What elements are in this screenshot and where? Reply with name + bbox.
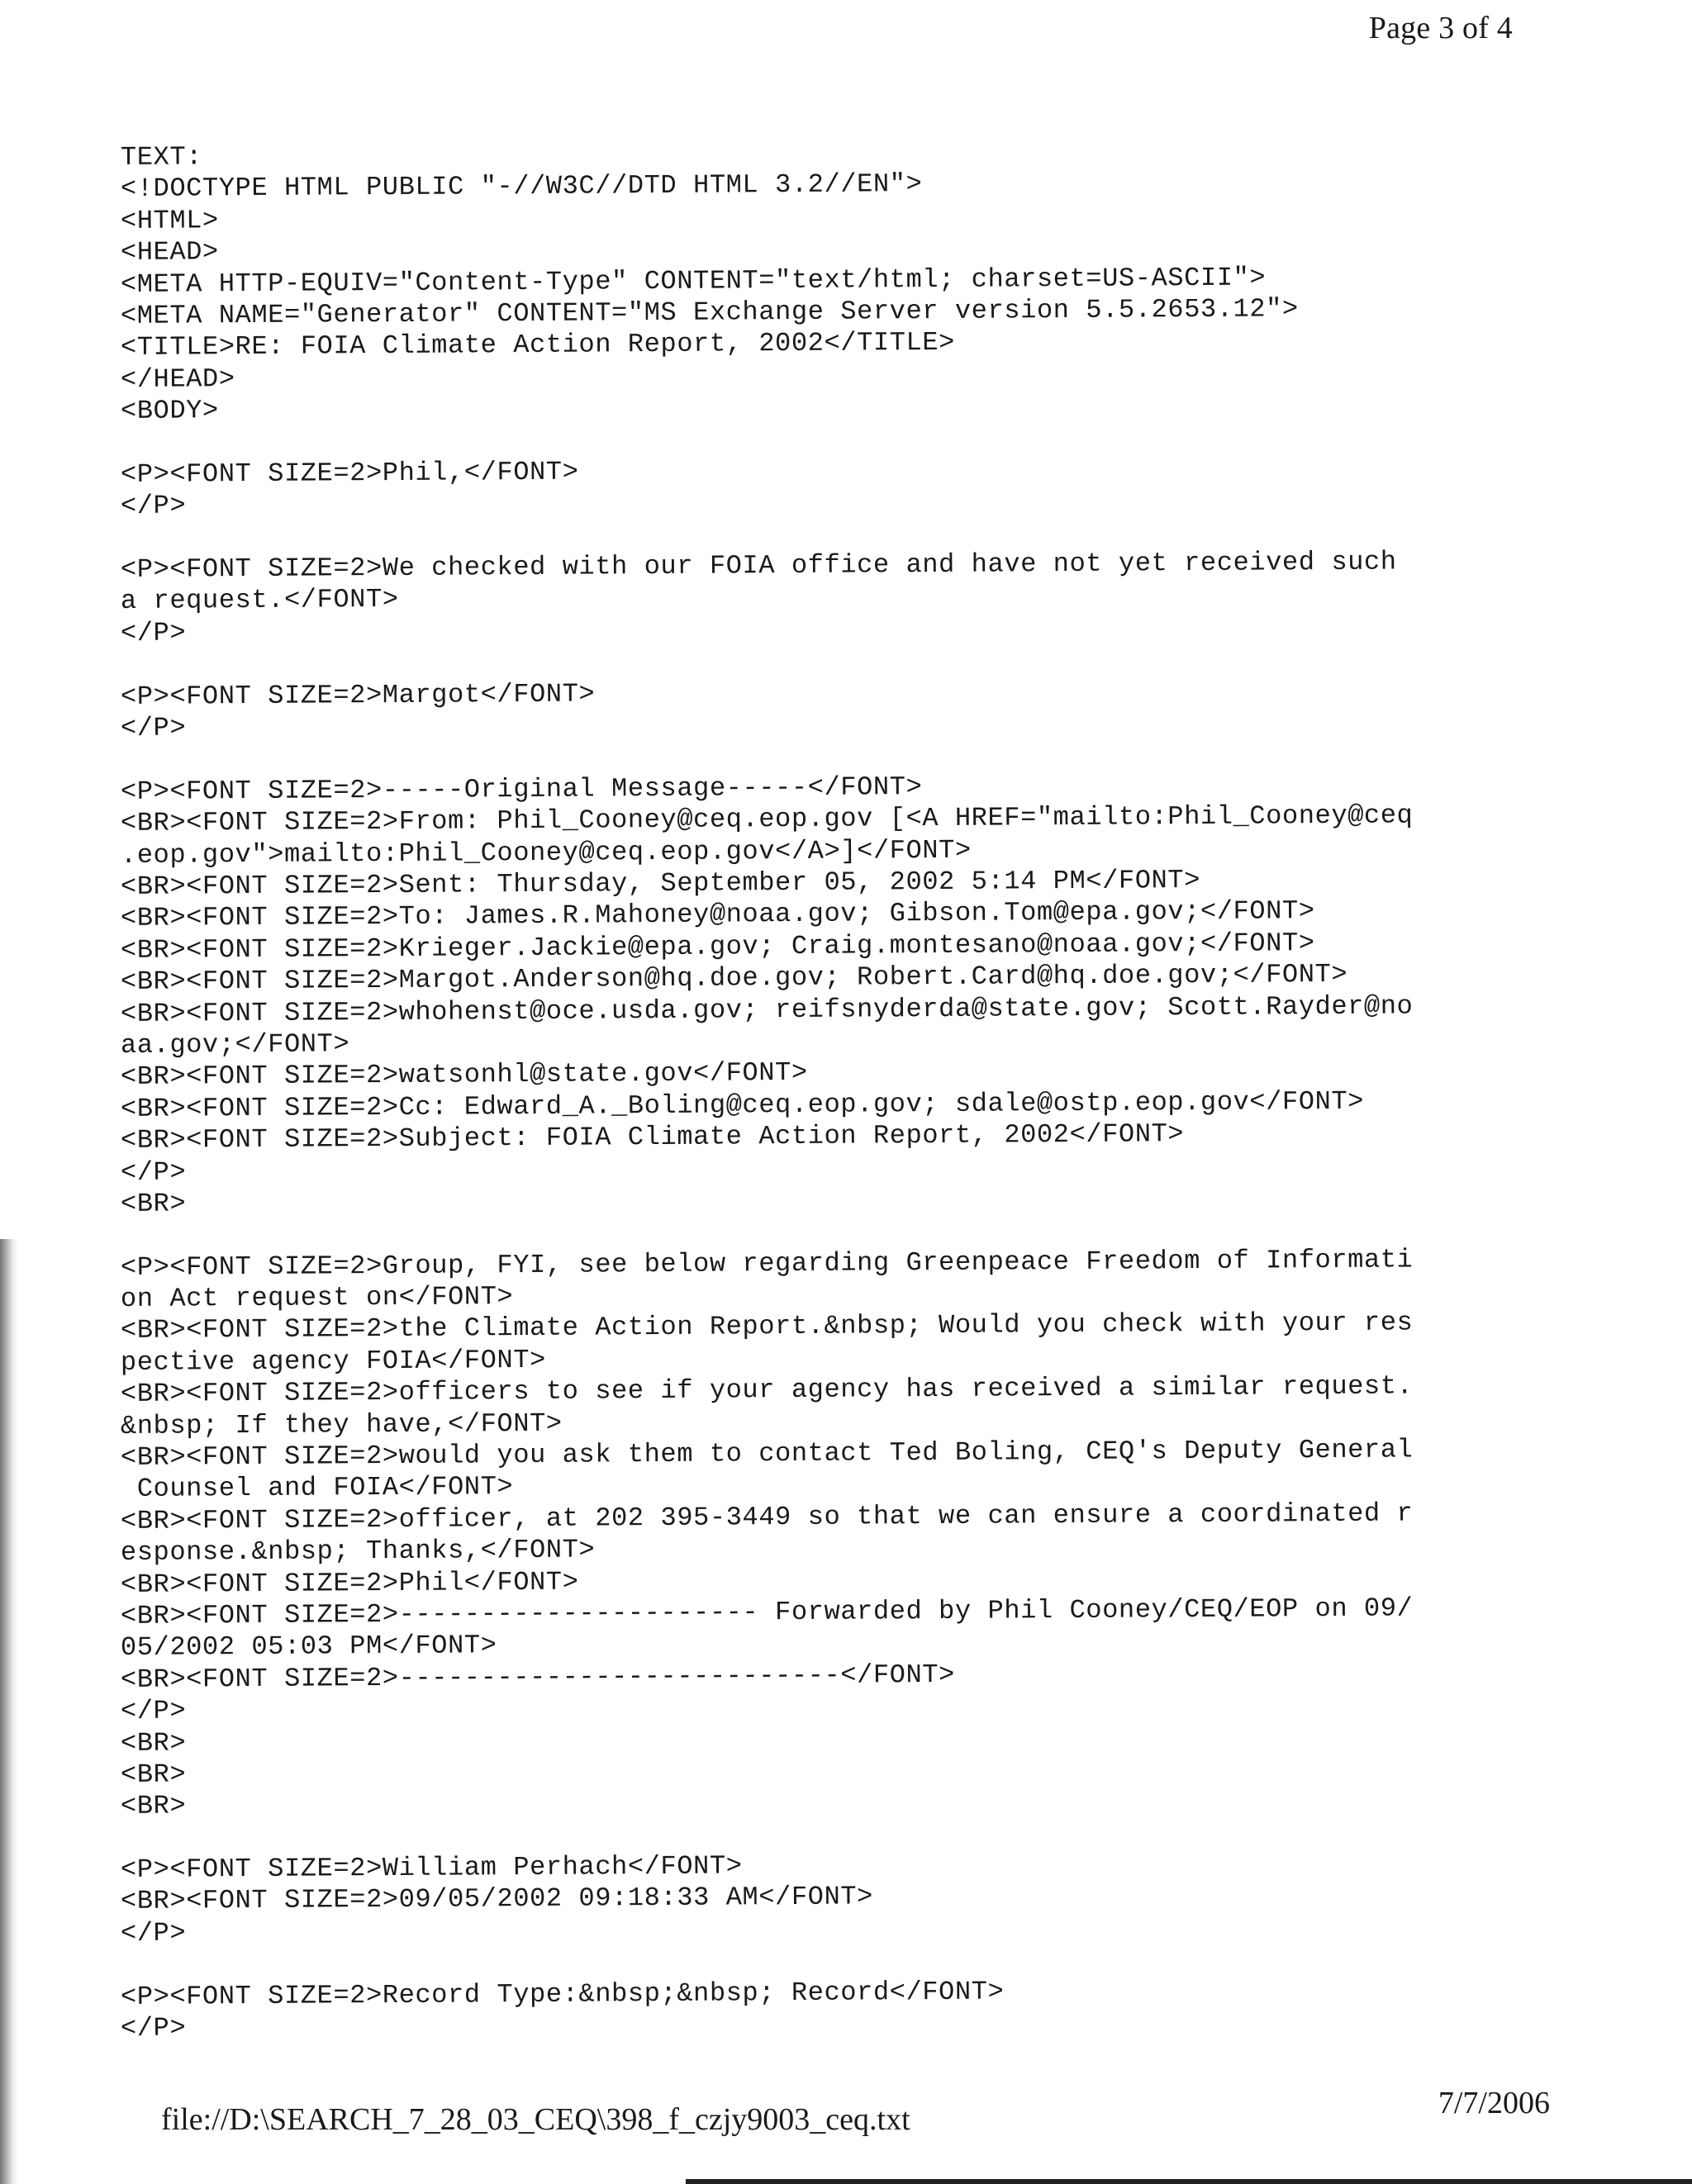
text-line: <!DOCTYPE HTML PUBLIC "-//W3C//DTD HTML 3.2//EN"> [120, 169, 923, 205]
text-line: <BR><FONT SIZE=2>officers to see if your agency has received a similar request. [120, 1370, 1414, 1410]
text-line: <META NAME="Generator" CONTENT="MS Exchange Server version 5.5.2653.12"> [120, 293, 1299, 331]
scan-edge-shadow [0, 1239, 18, 2184]
text-line: <HEAD> [120, 236, 219, 268]
text-line: aa.gov;</FONT> [120, 1028, 350, 1061]
text-line: <BR><FONT SIZE=2>From: Phil_Cooney@ceq.eop.gov [<A HREF="mailto:Phil_Cooney@ceq [120, 800, 1414, 839]
text-line: <BR> [120, 1727, 187, 1759]
text-line: <P><FONT SIZE=2>William Perhach</FONT> [120, 1850, 743, 1886]
text-line: <BR><FONT SIZE=2>Subject: FOIA Climate Action Report, 2002</FONT> [120, 1118, 1185, 1156]
text-line: on Act request on</FONT> [120, 1281, 514, 1315]
text-line: <P><FONT SIZE=2>Group, FYI, see below regarding Greenpeace Freedom of Informati [120, 1244, 1414, 1283]
text-line: .eop.gov">mailto:Phil_Cooney@ceq.eop.gov</A>]</FONT> [120, 834, 972, 871]
text-line: <TITLE>RE: FOIA Climate Action Report, 2002</TITLE> [120, 327, 956, 363]
text-line: <BR><FONT SIZE=2>whohenst@oce.usda.gov; reifsnyderda@state.gov; Scott.Rayder@no [120, 990, 1414, 1029]
text-line: <BR><FONT SIZE=2>the Climate Action Report.&nbsp; Would you check with your res [120, 1307, 1414, 1346]
text-line: <BR><FONT SIZE=2>09/05/2002 09:18:33 AM</FONT> [120, 1881, 874, 1917]
text-line: <P><FONT SIZE=2>Record Type:&nbsp;&nbsp; Record</FONT> [120, 1976, 1005, 2012]
text-line: <BR><FONT SIZE=2>---------------------------</FONT> [120, 1659, 956, 1695]
text-line: <BR><FONT SIZE=2>watsonhl@state.gov</FONT> [120, 1057, 808, 1093]
text-line: &nbsp; If they have,</FONT> [120, 1408, 563, 1441]
text-line: 05/2002 05:03 PM</FONT> [120, 1630, 497, 1664]
text-line: a request.</FONT> [120, 584, 399, 617]
text-line: </P> [120, 2012, 187, 2044]
text-line: esponse.&nbsp; Thanks,</FONT> [120, 1534, 596, 1569]
text-line: <BR><FONT SIZE=2>To: James.R.Mahoney@noaa.gov; Gibson.Tom@epa.gov;</FONT> [120, 895, 1315, 934]
text-line: <P><FONT SIZE=2>We checked with our FOIA office and have not yet received such [120, 546, 1397, 586]
text-line: <BR><FONT SIZE=2>---------------------- Forwarded by Phil Cooney/CEQ/EOP on 09/ [120, 1593, 1414, 1631]
text-line: </P> [120, 490, 187, 522]
footer-file-path: file://D:\SEARCH_7_28_03_CEQ\398_f_czjy9003_ceq.txt [161, 2102, 910, 2137]
scan-bottom-edge [686, 2179, 1692, 2184]
text-line: <BR><FONT SIZE=2>Krieger.Jackie@epa.gov; Craig.montesano@noaa.gov;</FONT> [120, 927, 1315, 966]
page-number-label: Page 3 of 4 [1368, 11, 1513, 45]
text-line: <P><FONT SIZE=2>Margot</FONT> [120, 678, 596, 712]
text-line: </P> [120, 712, 187, 744]
text-line: <BR> [120, 1188, 187, 1219]
text-line: <BR><FONT SIZE=2>officer, at 202 395-3449 so that we can ensure a coordinated r [120, 1498, 1414, 1536]
text-line: Counsel and FOIA</FONT> [120, 1471, 514, 1505]
text-line: </HEAD> [120, 363, 235, 395]
text-line: <META HTTP-EQUIV="Content-Type" CONTENT="text/html; charset=US-ASCII"> [120, 262, 1267, 300]
text-line: <HTML> [120, 205, 219, 236]
text-line: <BR> [120, 1759, 187, 1790]
text-line: <BODY> [120, 395, 219, 427]
text-line: </P> [120, 1695, 187, 1727]
text-line: <BR><FONT SIZE=2>Phil</FONT> [120, 1566, 579, 1600]
text-line: <BR><FONT SIZE=2>Cc: Edward_A._Boling@ceq.eop.gov; sdale@ostp.eop.gov</FONT> [120, 1085, 1365, 1124]
text-line: </P> [120, 617, 187, 648]
text-line: </P> [120, 1156, 187, 1188]
text-line: <BR><FONT SIZE=2>would you ask them to contact Ted Boling, CEQ's Deputy General [120, 1434, 1414, 1474]
text-line: <BR><FONT SIZE=2>Margot.Anderson@hq.doe.gov; Robert.Card@hq.doe.gov;</FONT> [120, 959, 1348, 998]
text-line: </P> [120, 1917, 187, 1949]
text-line: <P><FONT SIZE=2>Phil,</FONT> [120, 456, 579, 490]
text-line: <BR> [120, 1790, 187, 1822]
document-text-body [121, 142, 1459, 2044]
footer-print-date: 7/7/2006 [1438, 2086, 1550, 2120]
text-line: pective agency FOIA</FONT> [120, 1344, 546, 1378]
text-line: <BR><FONT SIZE=2>Sent: Thursday, September 05, 2002 5:14 PM</FONT> [120, 865, 1201, 902]
text-line: TEXT: [120, 141, 203, 173]
text-line: <P><FONT SIZE=2>-----Original Message-----</FONT> [120, 771, 923, 807]
